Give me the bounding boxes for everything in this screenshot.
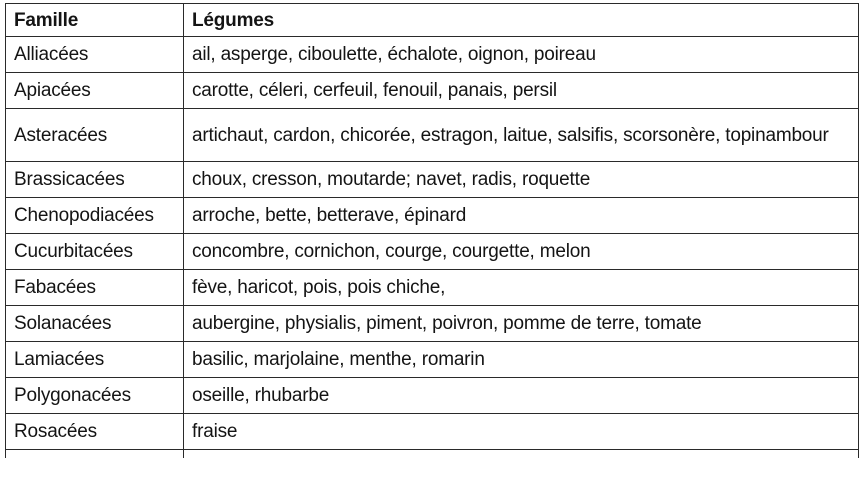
empty-cell <box>6 450 184 459</box>
table-row <box>6 270 859 306</box>
table-header-row <box>6 4 859 37</box>
legumes-cell: fève, haricot, pois, pois chiche, <box>184 270 859 306</box>
table-row <box>6 37 859 73</box>
legumes-cell: concombre, cornichon, courge, courgette, melon <box>184 234 859 270</box>
table-row <box>6 414 859 450</box>
vegetable-families-table <box>5 3 859 458</box>
famille-cell: Solanacées <box>6 306 184 342</box>
legumes-cell: carotte, céleri, cerfeuil, fenouil, panais, persil <box>184 73 859 109</box>
legumes-cell: ail, asperge, ciboulette, échalote, oignon, poireau <box>184 37 859 73</box>
famille-cell: Rosacées <box>6 414 184 450</box>
legumes-cell: basilic, marjolaine, menthe, romarin <box>184 342 859 378</box>
legumes-cell: choux, cresson, moutarde; navet, radis, roquette <box>184 162 859 198</box>
table-row <box>6 198 859 234</box>
famille-cell: Alliacées <box>6 37 184 73</box>
column-header-famille: Famille <box>6 4 184 37</box>
table-row <box>6 73 859 109</box>
legumes-cell: artichaut, cardon, chicorée, estragon, laitue, salsifis, scorsonère, topinambour <box>184 109 859 162</box>
legumes-cell: aubergine, physialis, piment, poivron, pomme de terre, tomate <box>184 306 859 342</box>
table-row <box>6 109 859 162</box>
famille-cell: Cucurbitacées <box>6 234 184 270</box>
table-row <box>6 342 859 378</box>
legumes-cell: fraise <box>184 414 859 450</box>
column-header-legumes: Légumes <box>184 4 859 37</box>
famille-cell: Lamiacées <box>6 342 184 378</box>
legumes-cell: arroche, bette, betterave, épinard <box>184 198 859 234</box>
famille-cell: Fabacées <box>6 270 184 306</box>
famille-cell: Chenopodiacées <box>6 198 184 234</box>
famille-cell: Apiacées <box>6 73 184 109</box>
table-row <box>6 306 859 342</box>
famille-cell: Asteracées <box>6 109 184 162</box>
empty-cell <box>184 450 859 459</box>
legumes-cell: oseille, rhubarbe <box>184 378 859 414</box>
table-row-cut-off <box>6 450 859 459</box>
famille-cell: Polygonacées <box>6 378 184 414</box>
table-row <box>6 162 859 198</box>
famille-cell: Brassicacées <box>6 162 184 198</box>
table-row <box>6 234 859 270</box>
table-row <box>6 378 859 414</box>
